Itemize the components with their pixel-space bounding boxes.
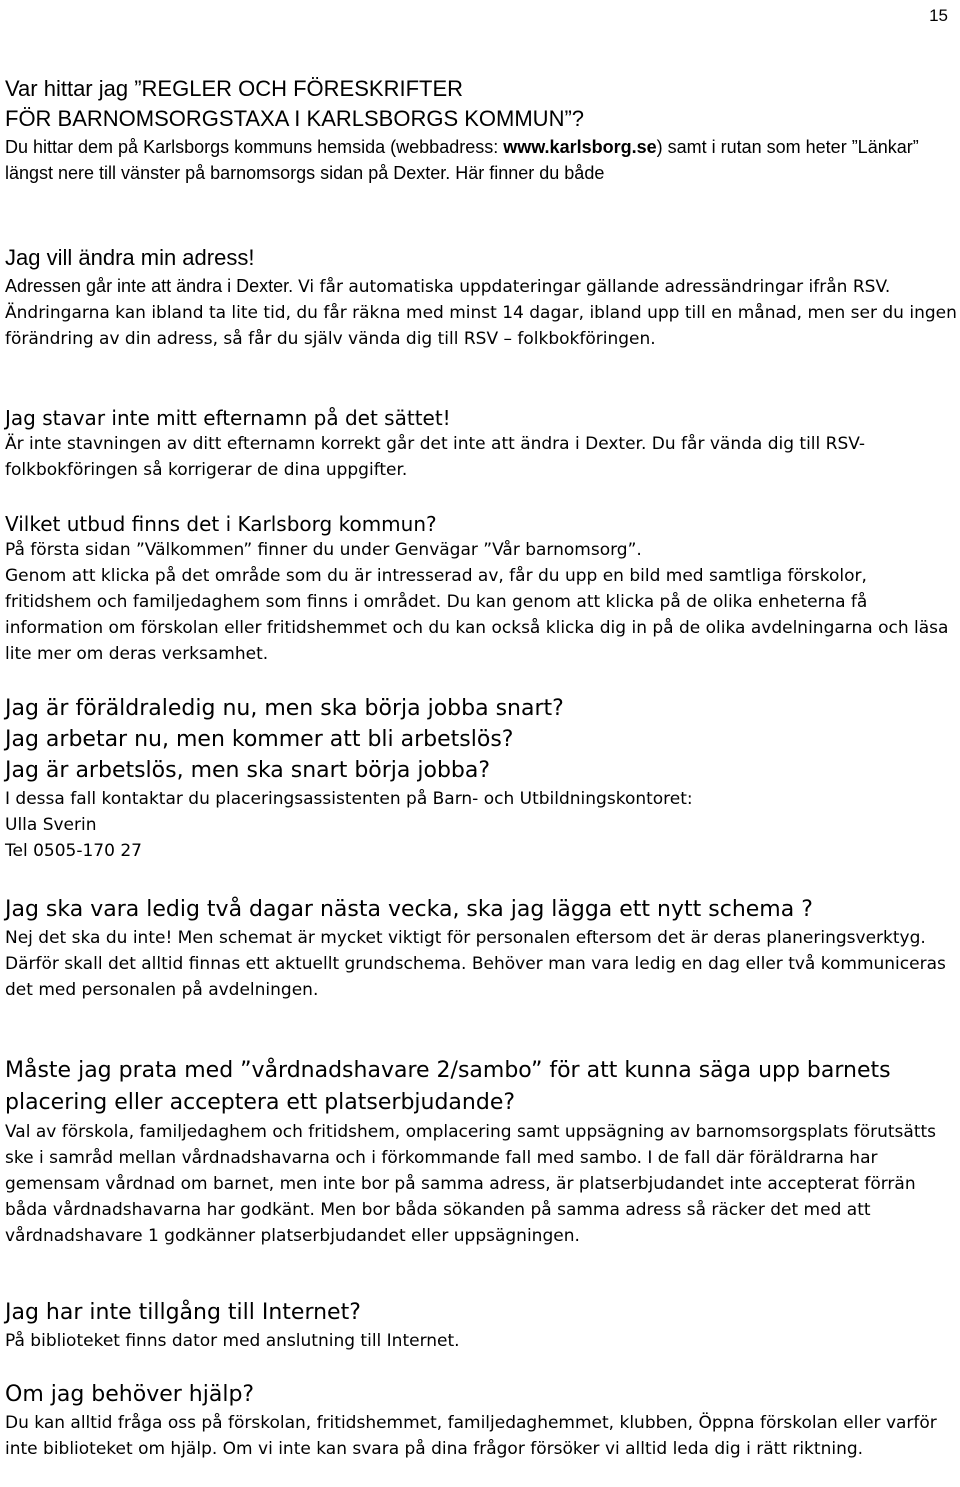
website-url-suffix: .se bbox=[631, 137, 657, 157]
section-efternamn bbox=[5, 405, 957, 483]
section-heading: Jag är arbetslös, men ska snart börja jobba? bbox=[5, 758, 491, 783]
section-heading: Jag har inte tillgång till Internet? bbox=[5, 1300, 361, 1325]
section-text: På biblioteket finns dator med anslutning till Internet. bbox=[5, 1331, 460, 1351]
section-heading: Var hittar jag ”REGLER OCH FÖRESKRIFTER bbox=[5, 76, 464, 101]
section-vardnadshavare bbox=[5, 1055, 957, 1249]
section-hjalp bbox=[5, 1380, 957, 1462]
section-text: På första sidan ”Välkommen” finner du under Genvägar ”Vår barnomsorg”. bbox=[5, 540, 642, 560]
section-utbud bbox=[5, 511, 957, 667]
section-text: Genom att klicka på det område som du är intresserad av, får du upp en bild med samtliga förskolor, fritidshem och familjedaghem som finns i området. Du kan genom att klicka på de olika enheterna få information om förskolan eller fritidshemmet och du kan också klicka dig in på de olika avdelningarna och läsa lite mer om deras verksamhet. bbox=[5, 566, 949, 664]
section-heading: Jag ska vara ledig två dagar nästa vecka, ska jag lägga ett nytt schema ? bbox=[5, 897, 813, 922]
website-url: www.karlsborg bbox=[503, 137, 632, 157]
section-heading: FÖR BARNOMSORGSTAXA I KARLSBORGS KOMMUN”? bbox=[5, 106, 585, 131]
section-adress bbox=[5, 243, 957, 352]
section-heading: Jag stavar inte mitt efternamn på det sättet! bbox=[5, 406, 451, 430]
text-span: Adressen går inte att ändra i Dexter. bbox=[5, 276, 299, 296]
contact-name: Ulla Sverin bbox=[5, 815, 97, 835]
text-span: Vi får automatiska uppdateringar gällande adressändringar ifrån RSV. Ändringarna kan ibland ta lite tid, du får räkna med minst 14 dagar, ibland upp till en månad, men ser du ingen förändring av din adress, så får du själv vända dig till RSV – folkbokföringen. bbox=[5, 277, 957, 349]
section-heading: Om jag behöver hjälp? bbox=[5, 1382, 255, 1407]
section-heading: Vilket utbud finns det i Karlsborg kommun? bbox=[5, 512, 437, 536]
section-heading: Jag arbetar nu, men kommer att bli arbetslös? bbox=[5, 727, 514, 752]
section-text bbox=[5, 134, 957, 186]
section-text: Nej det ska du inte! Men schemat är mycket viktigt för personalen eftersom det är deras planeringsverktyg. Därför skall det alltid finnas ett aktuellt grundschema. Behöver man vara ledig en dag eller två kommuniceras det med personalen på avdelningen. bbox=[5, 928, 946, 1000]
section-heading: Jag vill ändra min adress! bbox=[5, 245, 255, 270]
section-heading: Jag är föräldraledig nu, men ska börja jobba snart? bbox=[5, 696, 564, 721]
section-text: Är inte stavningen av ditt efternamn korrekt går det inte att ändra i Dexter. Du får vända dig till RSV-folkbokföringen så korrigerar de dina uppgifter. bbox=[5, 434, 866, 480]
section-text: Du kan alltid fråga oss på förskolan, fritidshemmet, familjedaghemmet, klubben, Öppna förskolan eller varför inte biblioteket om hjälp. Om vi inte kan svara på dina frågor försöker vi alltid leda dig i rätt riktning. bbox=[5, 1413, 937, 1459]
text-span: Du hittar dem på Karlsborgs kommuns hemsida (webbadress: bbox=[5, 137, 504, 157]
text-span: ) samt i rutan som heter ”Länkar” längst nere till vänster på barnomsorgs sidan på Dexter. Här finner du både bbox=[5, 137, 919, 183]
section-text: Val av förskola, familjedaghem och fritidshem, omplacering samt uppsägning av barnomsorgsplats förutsätts ske i samråd mellan vårdnadshavarna och i förkommande fall med sambo. I de fall där föräldrarna har gemensam vårdnad om barnet, men inte bor på samma adress, är platserbjudandet inte accepterat förrän båda vårdnadshavarna har godkänt. Men bor båda sökanden på samma adress så räcker det med att vårdnadshavare 1 godkänner platserbjudandet eller uppsägningen. bbox=[5, 1122, 937, 1246]
section-internet bbox=[5, 1298, 957, 1354]
section-arbete bbox=[5, 693, 957, 864]
section-schema bbox=[5, 895, 957, 1003]
section-text: I dessa fall kontaktar du placeringsassistenten på Barn- och Utbildningskontoret: bbox=[5, 789, 693, 809]
contact-phone: Tel 0505-170 27 bbox=[5, 841, 142, 861]
section-text bbox=[5, 273, 957, 352]
section-heading: Måste jag prata med ”vårdnadshavare 2/sambo” för att kunna säga upp barnets placering eller acceptera ett platserbjudande? bbox=[5, 1058, 891, 1115]
section-regler bbox=[5, 74, 957, 186]
page-number: 15 bbox=[929, 6, 948, 25]
